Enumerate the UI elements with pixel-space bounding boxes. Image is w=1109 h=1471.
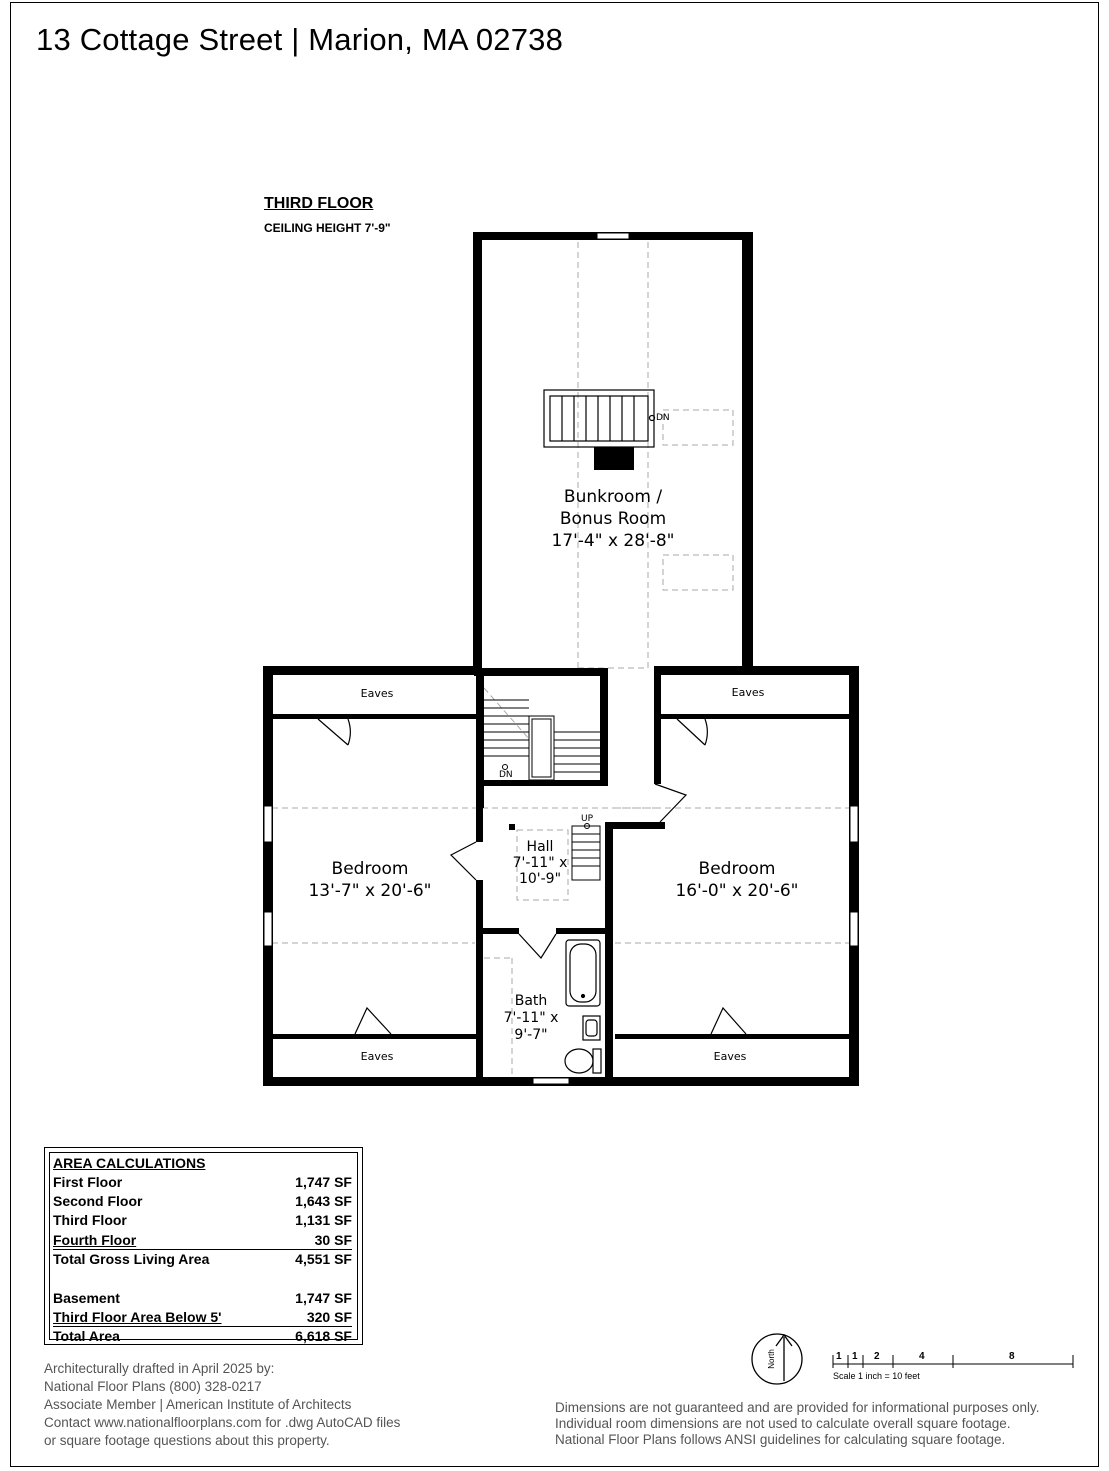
hall-dims-2: 10'-9": [518, 871, 562, 887]
eaves-top-left: Eaves: [360, 687, 394, 700]
credits-line: or square footage questions about this property.: [44, 1433, 330, 1448]
bath-label: [499, 993, 563, 1044]
scale-tick-label: 4: [919, 1351, 925, 1362]
chimney: [594, 447, 634, 470]
stair-up-label: UP: [581, 814, 594, 824]
area-row-value: 4,551 SF: [295, 1251, 352, 1267]
floor-title: THIRD FLOOR: [264, 195, 374, 212]
area-row-name: Basement: [53, 1290, 120, 1306]
bunkroom-name-2: Bonus Room: [559, 509, 667, 529]
bedroom-right-dims: 16'-0" x 20'-6": [675, 881, 799, 901]
disclaimer-block: [555, 1400, 1040, 1448]
hall-label: [508, 839, 572, 887]
eaves-top-right: Eaves: [731, 686, 765, 699]
hall-dims-1: 7'-11" x: [512, 855, 568, 871]
credits-line: Contact www.nationalfloorplans.com for .dwg AutoCAD files: [44, 1415, 401, 1430]
disclaimer-line: National Floor Plans follows ANSI guidelines for calculating square footage.: [555, 1432, 1006, 1447]
walls: [263, 232, 859, 1086]
area-row-name: Third Floor Area Below 5': [53, 1309, 222, 1325]
scale-tick-label: 2: [874, 1351, 880, 1362]
area-row: [53, 1251, 352, 1270]
address-title: 13 Cottage Street | Marion, MA 02738: [36, 22, 564, 57]
stair-dn-mid-label: DN: [499, 770, 513, 780]
area-row: [53, 1212, 352, 1231]
credits-block: [44, 1360, 400, 1450]
bedroom-left-label: [290, 858, 450, 902]
post: [509, 824, 515, 830]
area-row-value: 1,131 SF: [295, 1212, 352, 1228]
area-row-name: Total Area: [53, 1328, 120, 1344]
bunkroom-dims: 17'-4" x 28'-8": [551, 531, 675, 551]
bedroom-left-dims: 13'-7" x 20'-6": [308, 881, 432, 901]
bedroom-left-name: Bedroom: [331, 859, 409, 879]
area-row-value: 320 SF: [306, 1309, 352, 1325]
bunkroom-name-1: Bunkroom /: [563, 487, 663, 507]
bath-name: Bath: [514, 993, 548, 1009]
bath-dims-1: 7'-11" x: [503, 1010, 559, 1026]
area-row: [53, 1309, 352, 1327]
bath-fixtures: [565, 940, 601, 1073]
scale-tick-label: 1: [852, 1351, 858, 1362]
area-row-value: 1,747 SF: [295, 1290, 352, 1306]
area-row: [53, 1193, 352, 1212]
north-label: North: [767, 1349, 776, 1369]
eaves-bottom-right: Eaves: [713, 1050, 747, 1063]
area-row-value: 6,618 SF: [295, 1328, 352, 1344]
scale-tick-label: 1: [836, 1351, 842, 1362]
disclaimer-line: Individual room dimensions are not used to calculate overall square footage.: [555, 1416, 1011, 1431]
area-row: [53, 1232, 352, 1250]
scale-bar: [833, 1355, 1073, 1368]
windows: [264, 233, 858, 1084]
area-row: [53, 1174, 352, 1193]
ceiling-guides: [272, 242, 850, 1075]
area-row-name: Total Gross Living Area: [53, 1251, 210, 1267]
scale-tick-label: 8: [1009, 1351, 1015, 1362]
bedroom-right-name: Bedroom: [698, 859, 776, 879]
stair-dn-top-label: DN: [656, 413, 670, 423]
bath-dims-2: 9'-7": [514, 1027, 548, 1043]
ceiling-height: CEILING HEIGHT 7'-9": [264, 221, 391, 235]
area-row: [53, 1290, 352, 1309]
bunkroom-label: [533, 486, 693, 552]
north-arrow-icon: [752, 1334, 802, 1384]
area-row-value: 1,643 SF: [295, 1193, 352, 1209]
area-row-value: 1,747 SF: [295, 1174, 352, 1190]
area-calculations-box: [44, 1147, 363, 1345]
eaves-bottom-left: Eaves: [360, 1050, 394, 1063]
credits-line: National Floor Plans (800) 328-0217: [44, 1379, 262, 1394]
bedroom-right-label: [652, 858, 822, 902]
area-row-name: Third Floor: [53, 1212, 127, 1228]
bunkroom-stair: [544, 390, 655, 447]
credits-line: Associate Member | American Institute of Architects: [44, 1397, 352, 1412]
disclaimer-line: Dimensions are not guaranteed and are provided for informational purposes only.: [555, 1400, 1040, 1415]
scale-caption: Scale 1 inch = 10 feet: [833, 1371, 920, 1381]
area-row-name: Fourth Floor: [53, 1232, 137, 1248]
credits-line: Architecturally drafted in April 2025 by:: [44, 1361, 275, 1376]
area-row-name: Second Floor: [53, 1193, 143, 1209]
area-row-name: First Floor: [53, 1174, 123, 1190]
area-calculations-inner: [49, 1152, 358, 1344]
area-row: [53, 1328, 352, 1347]
area-row-value: 30 SF: [314, 1232, 352, 1248]
hall-name: Hall: [526, 839, 554, 855]
area-calculations-heading: AREA CALCULATIONS: [53, 1155, 206, 1171]
